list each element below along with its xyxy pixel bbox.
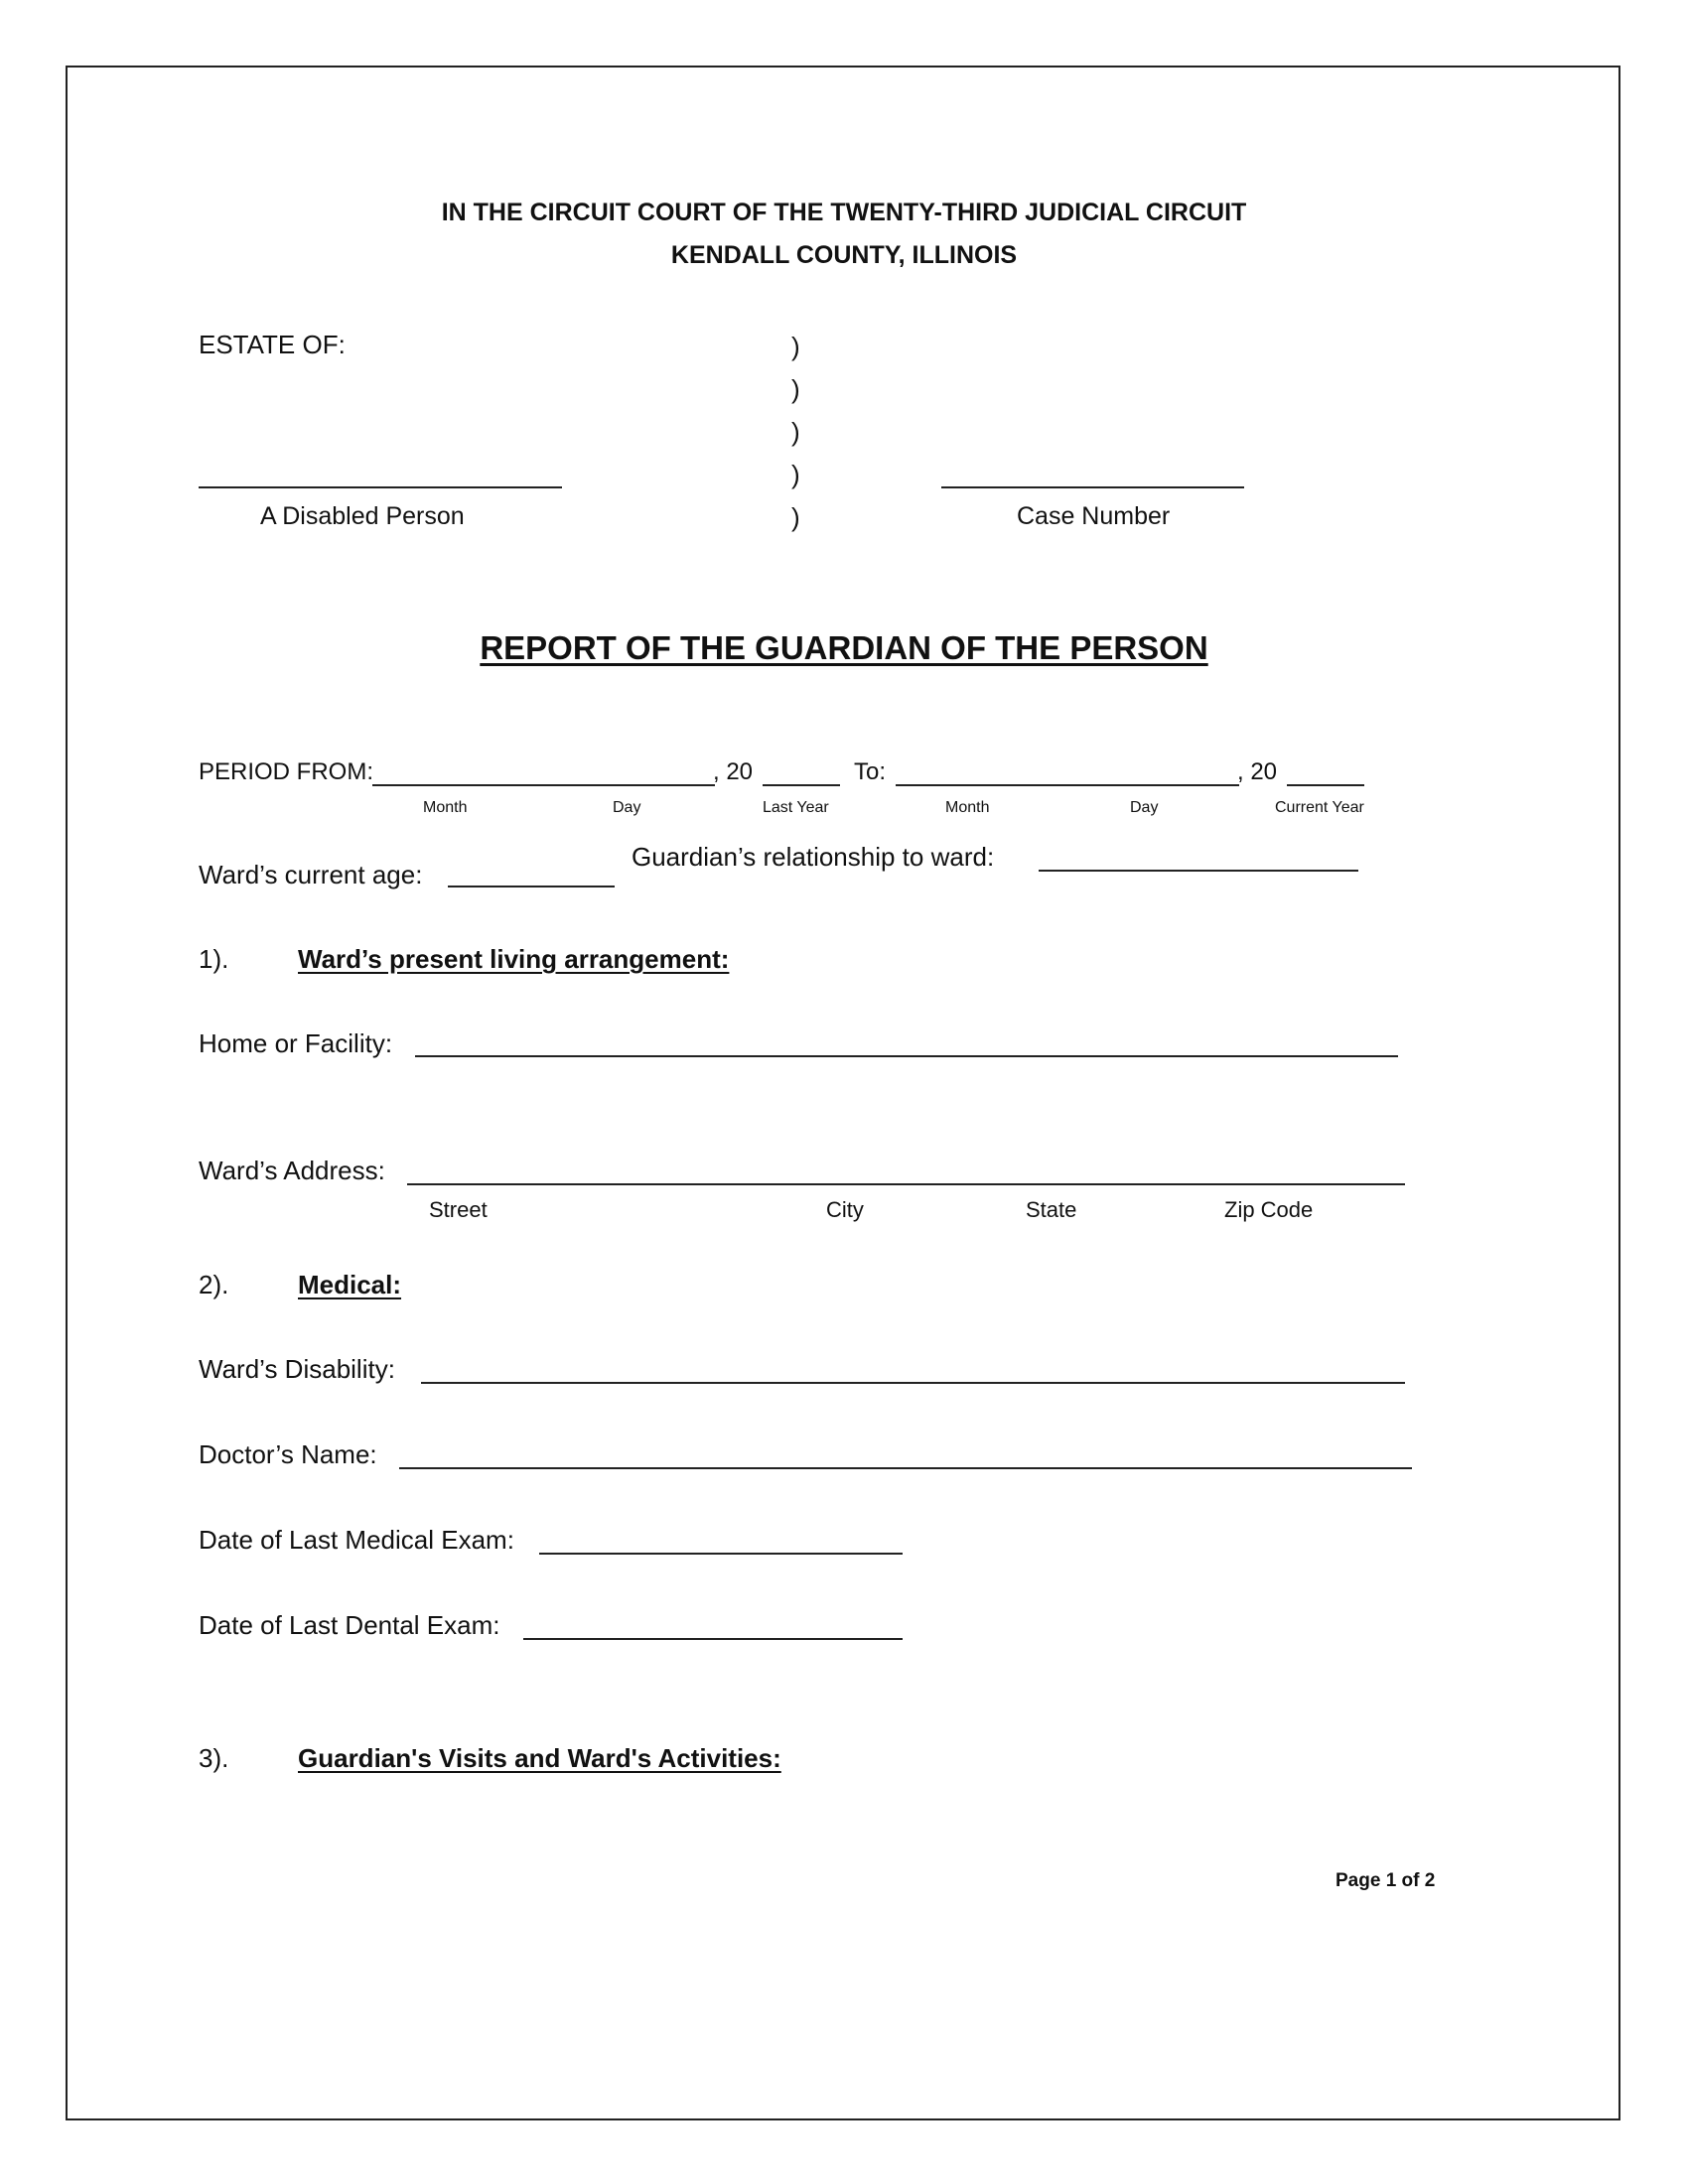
medical-exam-label: Date of Last Medical Exam:: [199, 1525, 514, 1555]
relationship-field[interactable]: [1039, 870, 1358, 872]
court-heading-line1: IN THE CIRCUIT COURT OF THE TWENTY-THIRD JUDICIAL CIRCUIT: [441, 199, 1247, 226]
ward-address-label: Ward’s Address:: [199, 1156, 385, 1185]
ward-disability-label: Ward’s Disability:: [199, 1354, 395, 1384]
period-sub-month: Month: [423, 799, 468, 816]
ward-disability-field[interactable]: [421, 1382, 1405, 1384]
form-title: REPORT OF THE GUARDIAN OF THE PERSON: [480, 629, 1208, 666]
home-facility-label: Home or Facility:: [199, 1028, 393, 1058]
period-from-label: PERIOD FROM:: [199, 758, 374, 785]
caption-paren: ): [791, 332, 800, 361]
page-number: Page 1 of 2: [1336, 1870, 1436, 1891]
dental-exam-date-field[interactable]: [523, 1638, 903, 1640]
section-2-number: 2).: [199, 1270, 229, 1299]
section-1-heading: Ward’s present living arrangement:: [298, 944, 730, 974]
section-3-number: 3).: [199, 1743, 229, 1773]
medical-exam-date-field[interactable]: [539, 1553, 903, 1555]
period-sub-month: Month: [945, 799, 990, 816]
period-from-year-prefix: , 20: [713, 758, 754, 785]
period-from-date-field[interactable]: [372, 784, 715, 786]
page-border: [66, 66, 1620, 2120]
period-to-year-field[interactable]: [1287, 784, 1364, 786]
section-1-number: 1).: [199, 944, 229, 974]
dental-exam-label: Date of Last Dental Exam:: [199, 1610, 500, 1640]
case-number-label: Case Number: [1017, 502, 1171, 530]
address-sub-city: City: [826, 1197, 864, 1222]
case-number-field[interactable]: [941, 486, 1244, 488]
caption-paren: ): [791, 502, 800, 532]
period-sub-day: Day: [1130, 799, 1159, 816]
period-to-label: To:: [854, 758, 887, 785]
period-to-year-prefix: , 20: [1237, 758, 1278, 785]
section-2-heading: Medical:: [298, 1270, 402, 1299]
period-from-year-field[interactable]: [763, 784, 840, 786]
relationship-label: Guardian’s relationship to ward:: [632, 842, 995, 872]
home-facility-field[interactable]: [415, 1055, 1398, 1057]
caption-paren: ): [791, 460, 800, 489]
ward-age-label: Ward’s current age:: [199, 860, 423, 889]
caption-paren: ): [791, 374, 800, 404]
court-heading-line2: KENDALL COUNTY, ILLINOIS: [670, 241, 1018, 269]
doctor-name-field[interactable]: [399, 1467, 1412, 1469]
disabled-person-label: A Disabled Person: [260, 502, 465, 530]
section-3-heading: Guardian's Visits and Ward's Activities:: [298, 1743, 781, 1773]
disabled-person-name-field[interactable]: [199, 486, 562, 488]
address-sub-street: Street: [429, 1197, 488, 1222]
caption-paren: ): [791, 417, 800, 447]
address-sub-zip: Zip Code: [1224, 1197, 1314, 1222]
period-sub-day: Day: [613, 799, 641, 816]
doctor-name-label: Doctor’s Name:: [199, 1439, 377, 1469]
estate-label: ESTATE OF:: [199, 330, 346, 359]
address-sub-state: State: [1026, 1197, 1077, 1222]
ward-age-field[interactable]: [448, 886, 615, 887]
ward-address-field[interactable]: [407, 1183, 1405, 1185]
period-to-date-field[interactable]: [896, 784, 1239, 786]
period-sub-current-year: Current Year: [1275, 799, 1364, 816]
period-sub-last-year: Last Year: [763, 799, 829, 816]
